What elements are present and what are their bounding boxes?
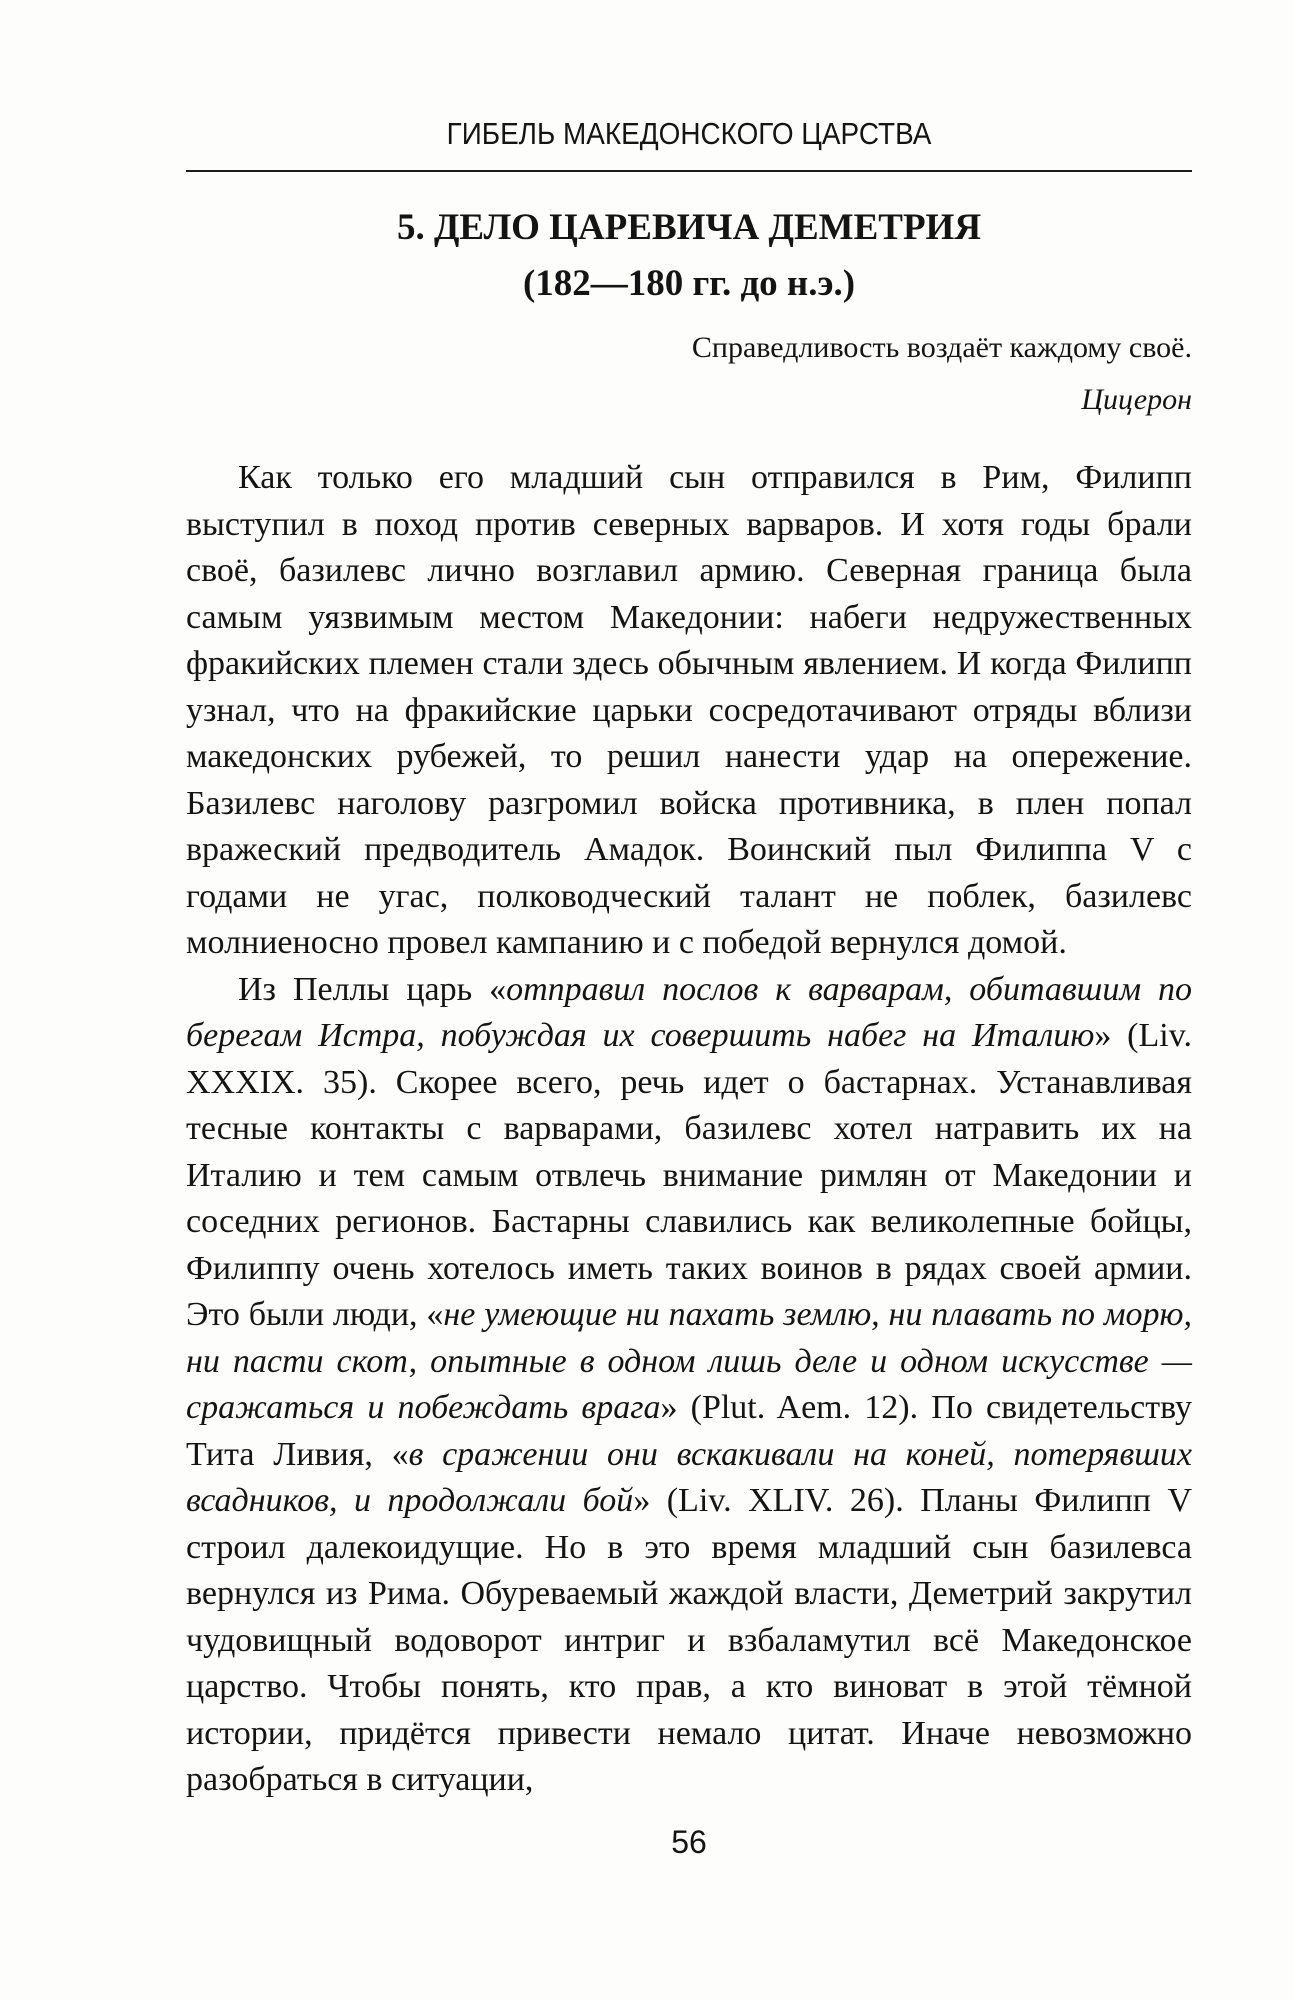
chapter-title-line: 5. ДЕЛО ЦАРЕВИЧА ДЕМЕТРИЯ [396, 207, 982, 248]
chapter-title [186, 200, 1192, 312]
epigraph-quote: Справедливость воздаёт каждому своё. [691, 331, 1192, 364]
epigraph-author: Цицерон [1081, 383, 1192, 416]
paragraph: Как только его младший сын отправился в Рим, Филипп выступил в поход против северных варваров. И хотя годы брали своё, базилевс лично возглавил армию. Северная граница была самым уязвимым местом Македонии: набеги недружественных фракийских племен стали здесь обычным явлением. И когда Филипп узнал, что на фракийские царьки сосредотачивают отряды вблизи македонских рубежей, то решил нанести удар на опережение. Базилевс наголову разгромил войска противника, в плен попал вражеский предводитель Амадок. Воинский пыл Филиппа V с годами не угас, полководческий талант не поблек, базилевс молниеносно провел кампанию и с победой вернулся домой. [186, 459, 1192, 961]
chapter-date-range: (182—180 гг. до н.э.) [522, 263, 856, 304]
header-rule [186, 170, 1192, 172]
quotation: отправил послов к варварам, обитавшим по берегам Истра, побуждая их совершить набег на Италию [186, 970, 1192, 1054]
running-header: ГИБЕЛЬ МАКЕДОНСКОГО ЦАРСТВА [446, 116, 932, 151]
body-text [186, 455, 1192, 1804]
page-number: 56 [671, 1824, 707, 1860]
paragraph [186, 967, 1192, 1804]
text-run: Из Пеллы царь « [238, 970, 507, 1008]
epigraph [186, 322, 1192, 426]
quotation: не умеющие ни пахать землю, ни плавать по морю, ни пасти скот, опытные в одном лишь деле и одном искусстве — сражаться и побеждать врага [186, 1296, 1193, 1426]
quotation: в сражении они вскакивали на коней, потерявших всадников, и продолжали бой [186, 1435, 1192, 1519]
text-run: » (Plut. Aem. 12). По свидетельству Тита Ливия, « [186, 1389, 1192, 1473]
text-run: » (Liv. XXXIX. 35). Скорее всего, речь идет о бастарнах. Устанавливая тесные контакты с варварами, базилевс хотел натравить их на Италию и тем самым отвлечь внимание римлян от Македонии и соседних регионов. Бастарны славились как великолепные бойцы, Филиппу очень хотелось иметь таких воинов в рядах своей армии. Это были люди, « [186, 1017, 1192, 1333]
text-run: » (Liv. XLIV. 26). Планы Филипп V строил далекоидущие. Но в это время младший сын базилевса вернулся из Рима. Обуреваемый жаждой власти, Деметрий закрутил чудовищный водоворот интриг и взбаламутил всё Македонское царство. Чтобы понять, кто прав, а кто виноват в этой тёмной истории, придётся привести немало цитат. Иначе невозможно разобраться в ситуации, [186, 1482, 1193, 1798]
